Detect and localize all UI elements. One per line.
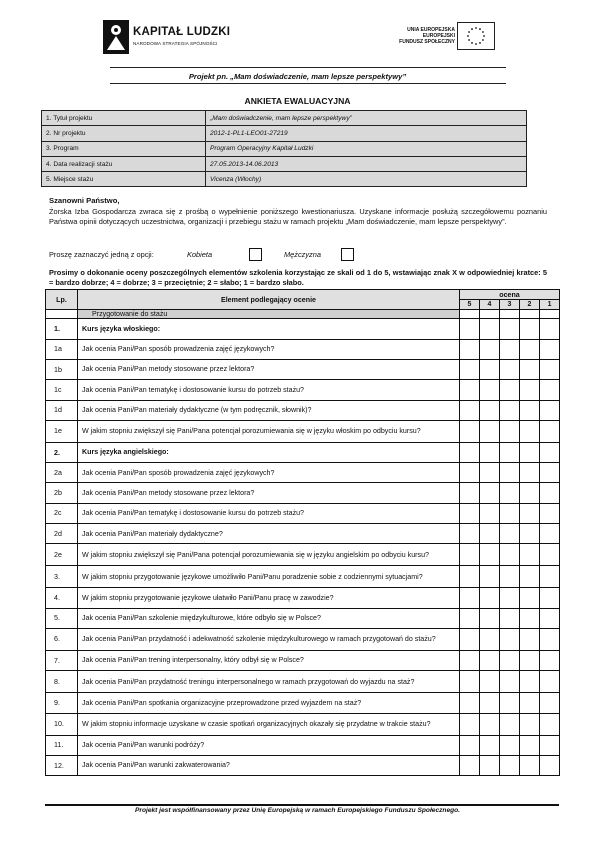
rating-cell-1[interactable] xyxy=(540,650,560,670)
rating-cell-2[interactable] xyxy=(520,360,540,380)
rating-cell-4[interactable] xyxy=(480,713,500,735)
logo-subtitle: NARODOWA STRATEGIA SPÓJNOŚCI xyxy=(133,41,218,46)
rating-cell-5[interactable] xyxy=(460,735,480,755)
col-lp-header: Lp. xyxy=(46,290,78,310)
gender-selection xyxy=(49,248,379,262)
gender-male-checkbox[interactable] xyxy=(341,248,354,261)
info-key: 1. Tytuł projektu xyxy=(42,111,206,126)
row-number: 5. xyxy=(46,608,78,628)
question-row xyxy=(46,588,560,608)
rating-cell-2 xyxy=(520,310,540,319)
rating-cell-1[interactable] xyxy=(540,503,560,523)
row-number: 9. xyxy=(46,693,78,713)
rating-cell-5[interactable] xyxy=(460,566,480,588)
row-number: 1c xyxy=(46,380,78,400)
evaluation-table xyxy=(45,289,560,776)
rating-cell-5[interactable] xyxy=(460,693,480,713)
row-number: 2b xyxy=(46,483,78,503)
rating-cell-1[interactable] xyxy=(540,628,560,650)
rating-cell-5[interactable] xyxy=(460,380,480,400)
info-value: Vicenza (Włochy) xyxy=(206,172,527,187)
row-question: Jak ocenia Pani/Pan warunki zakwaterowania? xyxy=(78,755,460,775)
row-number: 3. xyxy=(46,566,78,588)
logo-name: KAPITAŁ LUDZKI xyxy=(133,26,231,38)
rating-cell-2[interactable] xyxy=(520,755,540,775)
rating-cell-2[interactable] xyxy=(520,671,540,693)
info-row xyxy=(42,172,527,187)
scale-1-header: 1 xyxy=(540,300,560,310)
header-divider-2 xyxy=(110,83,506,84)
question-row xyxy=(46,524,560,544)
question-row xyxy=(46,319,560,339)
rating-cell-5[interactable] xyxy=(460,420,480,442)
scale-4-header: 4 xyxy=(480,300,500,310)
greeting-body: Żorska Izba Gospodarcza zwraca się z prośbą o wypełnienie poniższego kwestionariusza. Uzyskane informacje posłużą szczegółowemu poznaniu Państwa opinii dotyczących uczestnictwa, organizacji i przebiegu stażu w ramach projektu „Mam doświadczenie, mam lepsze perspektywy”. xyxy=(49,207,547,226)
row-number: 8. xyxy=(46,671,78,693)
eu-star-icon xyxy=(471,28,473,30)
rating-cell-4[interactable] xyxy=(480,524,500,544)
rating-cell-1[interactable] xyxy=(540,735,560,755)
row-question: Jak ocenia Pani/Pan warunki podróży? xyxy=(78,735,460,755)
row-question: Jak ocenia Pani/Pan metody stosowane przez lektora? xyxy=(78,483,460,503)
row-number: 1a xyxy=(46,339,78,359)
row-number: 10. xyxy=(46,713,78,735)
row-question: Jak ocenia Pani/Pan tematykę i dostosowanie kursu do potrzeb stażu? xyxy=(78,380,460,400)
rating-cell-5[interactable] xyxy=(460,400,480,420)
rating-cell-2[interactable] xyxy=(520,400,540,420)
rating-cell-5 xyxy=(460,310,480,319)
rating-cell-2[interactable] xyxy=(520,628,540,650)
rating-cell-2[interactable] xyxy=(520,339,540,359)
rating-cell-5[interactable] xyxy=(460,650,480,670)
rating-cell-1[interactable] xyxy=(540,400,560,420)
question-row xyxy=(46,463,560,483)
rating-cell-4 xyxy=(480,310,500,319)
rating-cell-4[interactable] xyxy=(480,380,500,400)
rating-cell-5[interactable] xyxy=(460,608,480,628)
rating-cell-2[interactable] xyxy=(520,650,540,670)
col-element-header: Element podlegający ocenie xyxy=(78,290,460,310)
eu-star-icon xyxy=(475,27,477,29)
gender-male-label: Mężczyzna xyxy=(284,250,321,259)
rating-cell-2 xyxy=(520,319,540,339)
rating-cell-5[interactable] xyxy=(460,713,480,735)
question-row xyxy=(46,713,560,735)
row-number: 4. xyxy=(46,588,78,608)
rating-cell-4[interactable] xyxy=(480,566,500,588)
footer-note: Projekt jest współfinansowany przez Unię Europejską w ramach Europejskiego Funduszu Społecznego. xyxy=(135,807,460,814)
row-question: Kurs języka włoskiego: xyxy=(78,319,460,339)
eu-line-3: FUNDUSZ SPOŁECZNY xyxy=(399,39,455,45)
rating-cell-4[interactable] xyxy=(480,608,500,628)
question-row xyxy=(46,755,560,775)
eu-star-icon xyxy=(468,39,470,41)
rating-cell-4[interactable] xyxy=(480,339,500,359)
rating-cell-2[interactable] xyxy=(520,693,540,713)
gender-female-checkbox[interactable] xyxy=(249,248,262,261)
question-row xyxy=(46,360,560,380)
rating-cell-5[interactable] xyxy=(460,339,480,359)
row-number: 11. xyxy=(46,735,78,755)
project-title: Projekt pn. „Mam doświadczenie, mam lepsze perspektywy” xyxy=(188,72,407,81)
rating-cell-5[interactable] xyxy=(460,524,480,544)
rating-cell-4 xyxy=(480,442,500,462)
rating-cell-3[interactable] xyxy=(500,463,520,483)
row-number: 7. xyxy=(46,650,78,670)
rating-cell-4[interactable] xyxy=(480,650,500,670)
rating-cell-3[interactable] xyxy=(500,544,520,566)
info-key: 4. Data realizacji stażu xyxy=(42,156,206,171)
eu-star-icon xyxy=(467,35,469,37)
rating-cell-4[interactable] xyxy=(480,360,500,380)
eu-star-icon xyxy=(468,31,470,33)
row-number: 2d xyxy=(46,524,78,544)
rating-cell-1[interactable] xyxy=(540,339,560,359)
row-question: W jakim stopniu przygotowanie językowe ułatwiło Pani/Panu pracę w zawodzie? xyxy=(78,588,460,608)
col-rating-header: ocena xyxy=(460,290,560,300)
info-value: Program Operacyjny Kapitał Ludzki xyxy=(206,141,527,156)
row-question: W jakim stopniu przygotowanie językowe umożliwiło Pani/Panu poradzenie sobie z codziennymi sytuacjami? xyxy=(78,566,460,588)
eu-flag-icon xyxy=(457,22,495,50)
rating-cell-1[interactable] xyxy=(540,566,560,588)
rating-cell-1[interactable] xyxy=(540,693,560,713)
rating-cell-4[interactable] xyxy=(480,671,500,693)
eu-star-icon xyxy=(482,31,484,33)
rating-cell-4[interactable] xyxy=(480,544,500,566)
question-row xyxy=(46,544,560,566)
row-number xyxy=(46,310,78,319)
rating-cell-3[interactable] xyxy=(500,735,520,755)
rating-instructions: Prosimy o dokonanie oceny poszczególnych elementów szkolenia korzystając ze skali od 1 do 5, wstawiając znak X w odpowiedniej kratce: 5 = bardzo dobrze; 4 = dobrze; 3 = przeciętnie; 2 = słabo; 1 = bardzo słabo. xyxy=(49,268,547,287)
rating-cell-1[interactable] xyxy=(540,608,560,628)
rating-cell-1[interactable] xyxy=(540,380,560,400)
rating-cell-3[interactable] xyxy=(500,483,520,503)
kapital-ludzki-emblem-icon xyxy=(103,20,129,54)
row-question: Jak ocenia Pani/Pan tematykę i dostosowanie kursu do potrzeb stażu? xyxy=(78,503,460,523)
eu-star-icon xyxy=(479,42,481,44)
footer-divider xyxy=(45,804,559,806)
rating-cell-2[interactable] xyxy=(520,463,540,483)
rating-cell-3[interactable] xyxy=(500,380,520,400)
info-row xyxy=(42,126,527,141)
eu-star-icon xyxy=(483,35,485,37)
rating-cell-1[interactable] xyxy=(540,524,560,544)
rating-cell-3[interactable] xyxy=(500,755,520,775)
eu-star-icon xyxy=(471,42,473,44)
gender-female-label: Kobieta xyxy=(187,250,213,259)
info-value: 27.05.2013-14.06.2013 xyxy=(206,156,527,171)
rating-cell-2[interactable] xyxy=(520,503,540,523)
row-number: 1b xyxy=(46,360,78,380)
rating-cell-3[interactable] xyxy=(500,650,520,670)
rating-cell-3[interactable] xyxy=(500,420,520,442)
row-number: 2e xyxy=(46,544,78,566)
gender-prompt: Proszę zaznaczyć jedną z opcji: xyxy=(49,250,154,259)
question-row xyxy=(46,339,560,359)
rating-cell-4[interactable] xyxy=(480,693,500,713)
rating-cell-4[interactable] xyxy=(480,463,500,483)
rating-cell-2[interactable] xyxy=(520,566,540,588)
rating-cell-5 xyxy=(460,319,480,339)
rating-cell-4[interactable] xyxy=(480,420,500,442)
row-number: 2. xyxy=(46,442,78,462)
scale-5-header: 5 xyxy=(460,300,480,310)
question-row xyxy=(46,420,560,442)
row-number: 12. xyxy=(46,755,78,775)
rating-cell-3[interactable] xyxy=(500,693,520,713)
question-row xyxy=(46,650,560,670)
rating-cell-2[interactable] xyxy=(520,420,540,442)
rating-cell-1[interactable] xyxy=(540,671,560,693)
info-value: „Mam doświadczenie, mam lepsze perspektywy” xyxy=(206,111,527,126)
scale-3-header: 3 xyxy=(500,300,520,310)
rating-cell-4[interactable] xyxy=(480,735,500,755)
row-number: 2c xyxy=(46,503,78,523)
rating-cell-1[interactable] xyxy=(540,544,560,566)
info-row xyxy=(42,141,527,156)
rating-cell-5[interactable] xyxy=(460,503,480,523)
question-row xyxy=(46,671,560,693)
rating-cell-1 xyxy=(540,310,560,319)
rating-cell-3[interactable] xyxy=(500,628,520,650)
rating-cell-5[interactable] xyxy=(460,544,480,566)
row-question: Jak ocenia Pani/Pan materiały dydaktyczne (w tym podręcznik, słownik)? xyxy=(78,400,460,420)
rating-cell-1 xyxy=(540,319,560,339)
rating-cell-1[interactable] xyxy=(540,588,560,608)
row-question: W jakim stopniu zwiększył się Pani/Pana potencjał porozumiewania się w języku włoskim po odbyciu kursu? xyxy=(78,420,460,442)
row-question: Jak ocenia Pani/Pan sposób prowadzenia zajęć językowych? xyxy=(78,339,460,359)
rating-cell-5 xyxy=(460,442,480,462)
row-question: Jak ocenia Pani/Pan sposób prowadzenia zajęć językowych? xyxy=(78,463,460,483)
info-key: 2. Nr projektu xyxy=(42,126,206,141)
project-info-table xyxy=(41,110,527,187)
rating-cell-4[interactable] xyxy=(480,483,500,503)
rating-cell-1[interactable] xyxy=(540,713,560,735)
row-question: Jak ocenia Pani/Pan trening interpersonalny, który odbył się w Polsce? xyxy=(78,650,460,670)
eu-logo xyxy=(385,22,495,56)
rating-cell-3 xyxy=(500,310,520,319)
rating-cell-2 xyxy=(520,442,540,462)
rating-cell-2[interactable] xyxy=(520,713,540,735)
row-question: Kurs języka angielskiego: xyxy=(78,442,460,462)
kapital-ludzki-logo xyxy=(103,20,243,60)
rating-cell-2[interactable] xyxy=(520,483,540,503)
question-row xyxy=(46,566,560,588)
question-row xyxy=(46,608,560,628)
eu-line-2: EUROPEJSKI xyxy=(422,33,455,39)
eu-star-icon xyxy=(479,28,481,30)
eu-line-1: UNIA EUROPEJSKA xyxy=(407,27,455,33)
rating-cell-2[interactable] xyxy=(520,735,540,755)
rating-cell-3[interactable] xyxy=(500,713,520,735)
info-row xyxy=(42,111,527,126)
rating-cell-3[interactable] xyxy=(500,588,520,608)
eu-star-icon xyxy=(482,39,484,41)
row-number: 2a xyxy=(46,463,78,483)
rating-cell-3[interactable] xyxy=(500,566,520,588)
info-key: 3. Program xyxy=(42,141,206,156)
row-number: 1. xyxy=(46,319,78,339)
row-question: Przygotowanie do stażu xyxy=(78,310,460,319)
rating-cell-2[interactable] xyxy=(520,608,540,628)
row-number: 1d xyxy=(46,400,78,420)
rating-cell-5[interactable] xyxy=(460,671,480,693)
rating-cell-1[interactable] xyxy=(540,360,560,380)
rating-cell-3[interactable] xyxy=(500,524,520,544)
section-row xyxy=(46,310,560,319)
rating-cell-4[interactable] xyxy=(480,755,500,775)
question-row xyxy=(46,628,560,650)
greeting-title: Szanowni Państwo, xyxy=(49,196,120,205)
rating-cell-2[interactable] xyxy=(520,588,540,608)
rating-cell-5[interactable] xyxy=(460,360,480,380)
rating-cell-4 xyxy=(480,319,500,339)
rating-cell-1[interactable] xyxy=(540,483,560,503)
rating-cell-2[interactable] xyxy=(520,380,540,400)
row-question: Jak ocenia Pani/Pan spotkania organizacyjne przeprowadzone przed wyjazdem na staż? xyxy=(78,693,460,713)
row-question: Jak ocenia Pani/Pan materiały dydaktyczne? xyxy=(78,524,460,544)
rating-cell-5[interactable] xyxy=(460,483,480,503)
row-question: W jakim stopniu informacje uzyskane w czasie spotkań organizacyjnych okazały się przydatne w trakcie stażu? xyxy=(78,713,460,735)
rating-cell-2[interactable] xyxy=(520,524,540,544)
row-question: Jak ocenia Pani/Pan przydatność treningu interpersonalnego w ramach przygotowań do wyjazdu na staż? xyxy=(78,671,460,693)
rating-cell-1[interactable] xyxy=(540,755,560,775)
rating-cell-1[interactable] xyxy=(540,463,560,483)
header-divider xyxy=(110,67,506,68)
rating-cell-3 xyxy=(500,319,520,339)
rating-cell-4[interactable] xyxy=(480,588,500,608)
rating-cell-5[interactable] xyxy=(460,588,480,608)
rating-cell-3[interactable] xyxy=(500,360,520,380)
row-number: 1e xyxy=(46,420,78,442)
rating-cell-3[interactable] xyxy=(500,339,520,359)
row-question: W jakim stopniu zwiększył się Pani/Pana potencjał porozumiewania się w języku angielskim po odbyciu kursu? xyxy=(78,544,460,566)
info-value: 2012-1-PL1-LEO01-27219 xyxy=(206,126,527,141)
scale-2-header: 2 xyxy=(520,300,540,310)
question-row xyxy=(46,483,560,503)
question-row xyxy=(46,442,560,462)
question-row xyxy=(46,735,560,755)
rating-cell-3 xyxy=(500,442,520,462)
rating-cell-3[interactable] xyxy=(500,671,520,693)
row-question: Jak ocenia Pani/Pan metody stosowane przez lektora? xyxy=(78,360,460,380)
rating-cell-3[interactable] xyxy=(500,400,520,420)
rating-cell-5[interactable] xyxy=(460,463,480,483)
info-row xyxy=(42,156,527,171)
rating-cell-4[interactable] xyxy=(480,503,500,523)
rating-cell-1 xyxy=(540,442,560,462)
form-title: ANKIETA EWALUACYJNA xyxy=(244,96,351,106)
row-question: Jak ocenia Pani/Pan przydatność i adekwatność szkolenie międzykulturowego w ramach przygotowań do stażu? xyxy=(78,628,460,650)
question-row xyxy=(46,400,560,420)
question-row xyxy=(46,503,560,523)
rating-cell-5[interactable] xyxy=(460,628,480,650)
question-row xyxy=(46,693,560,713)
question-row xyxy=(46,380,560,400)
rating-cell-5[interactable] xyxy=(460,755,480,775)
info-key: 5. Miejsce stażu xyxy=(42,172,206,187)
rating-cell-2[interactable] xyxy=(520,544,540,566)
rating-cell-4[interactable] xyxy=(480,400,500,420)
rating-cell-3[interactable] xyxy=(500,608,520,628)
rating-cell-1[interactable] xyxy=(540,420,560,442)
rating-cell-4[interactable] xyxy=(480,628,500,650)
rating-cell-3[interactable] xyxy=(500,503,520,523)
row-question: Jak ocenia Pani/Pan szkolenie międzykulturowe, które odbyło się w Polsce? xyxy=(78,608,460,628)
eu-star-icon xyxy=(475,43,477,45)
row-number: 6. xyxy=(46,628,78,650)
